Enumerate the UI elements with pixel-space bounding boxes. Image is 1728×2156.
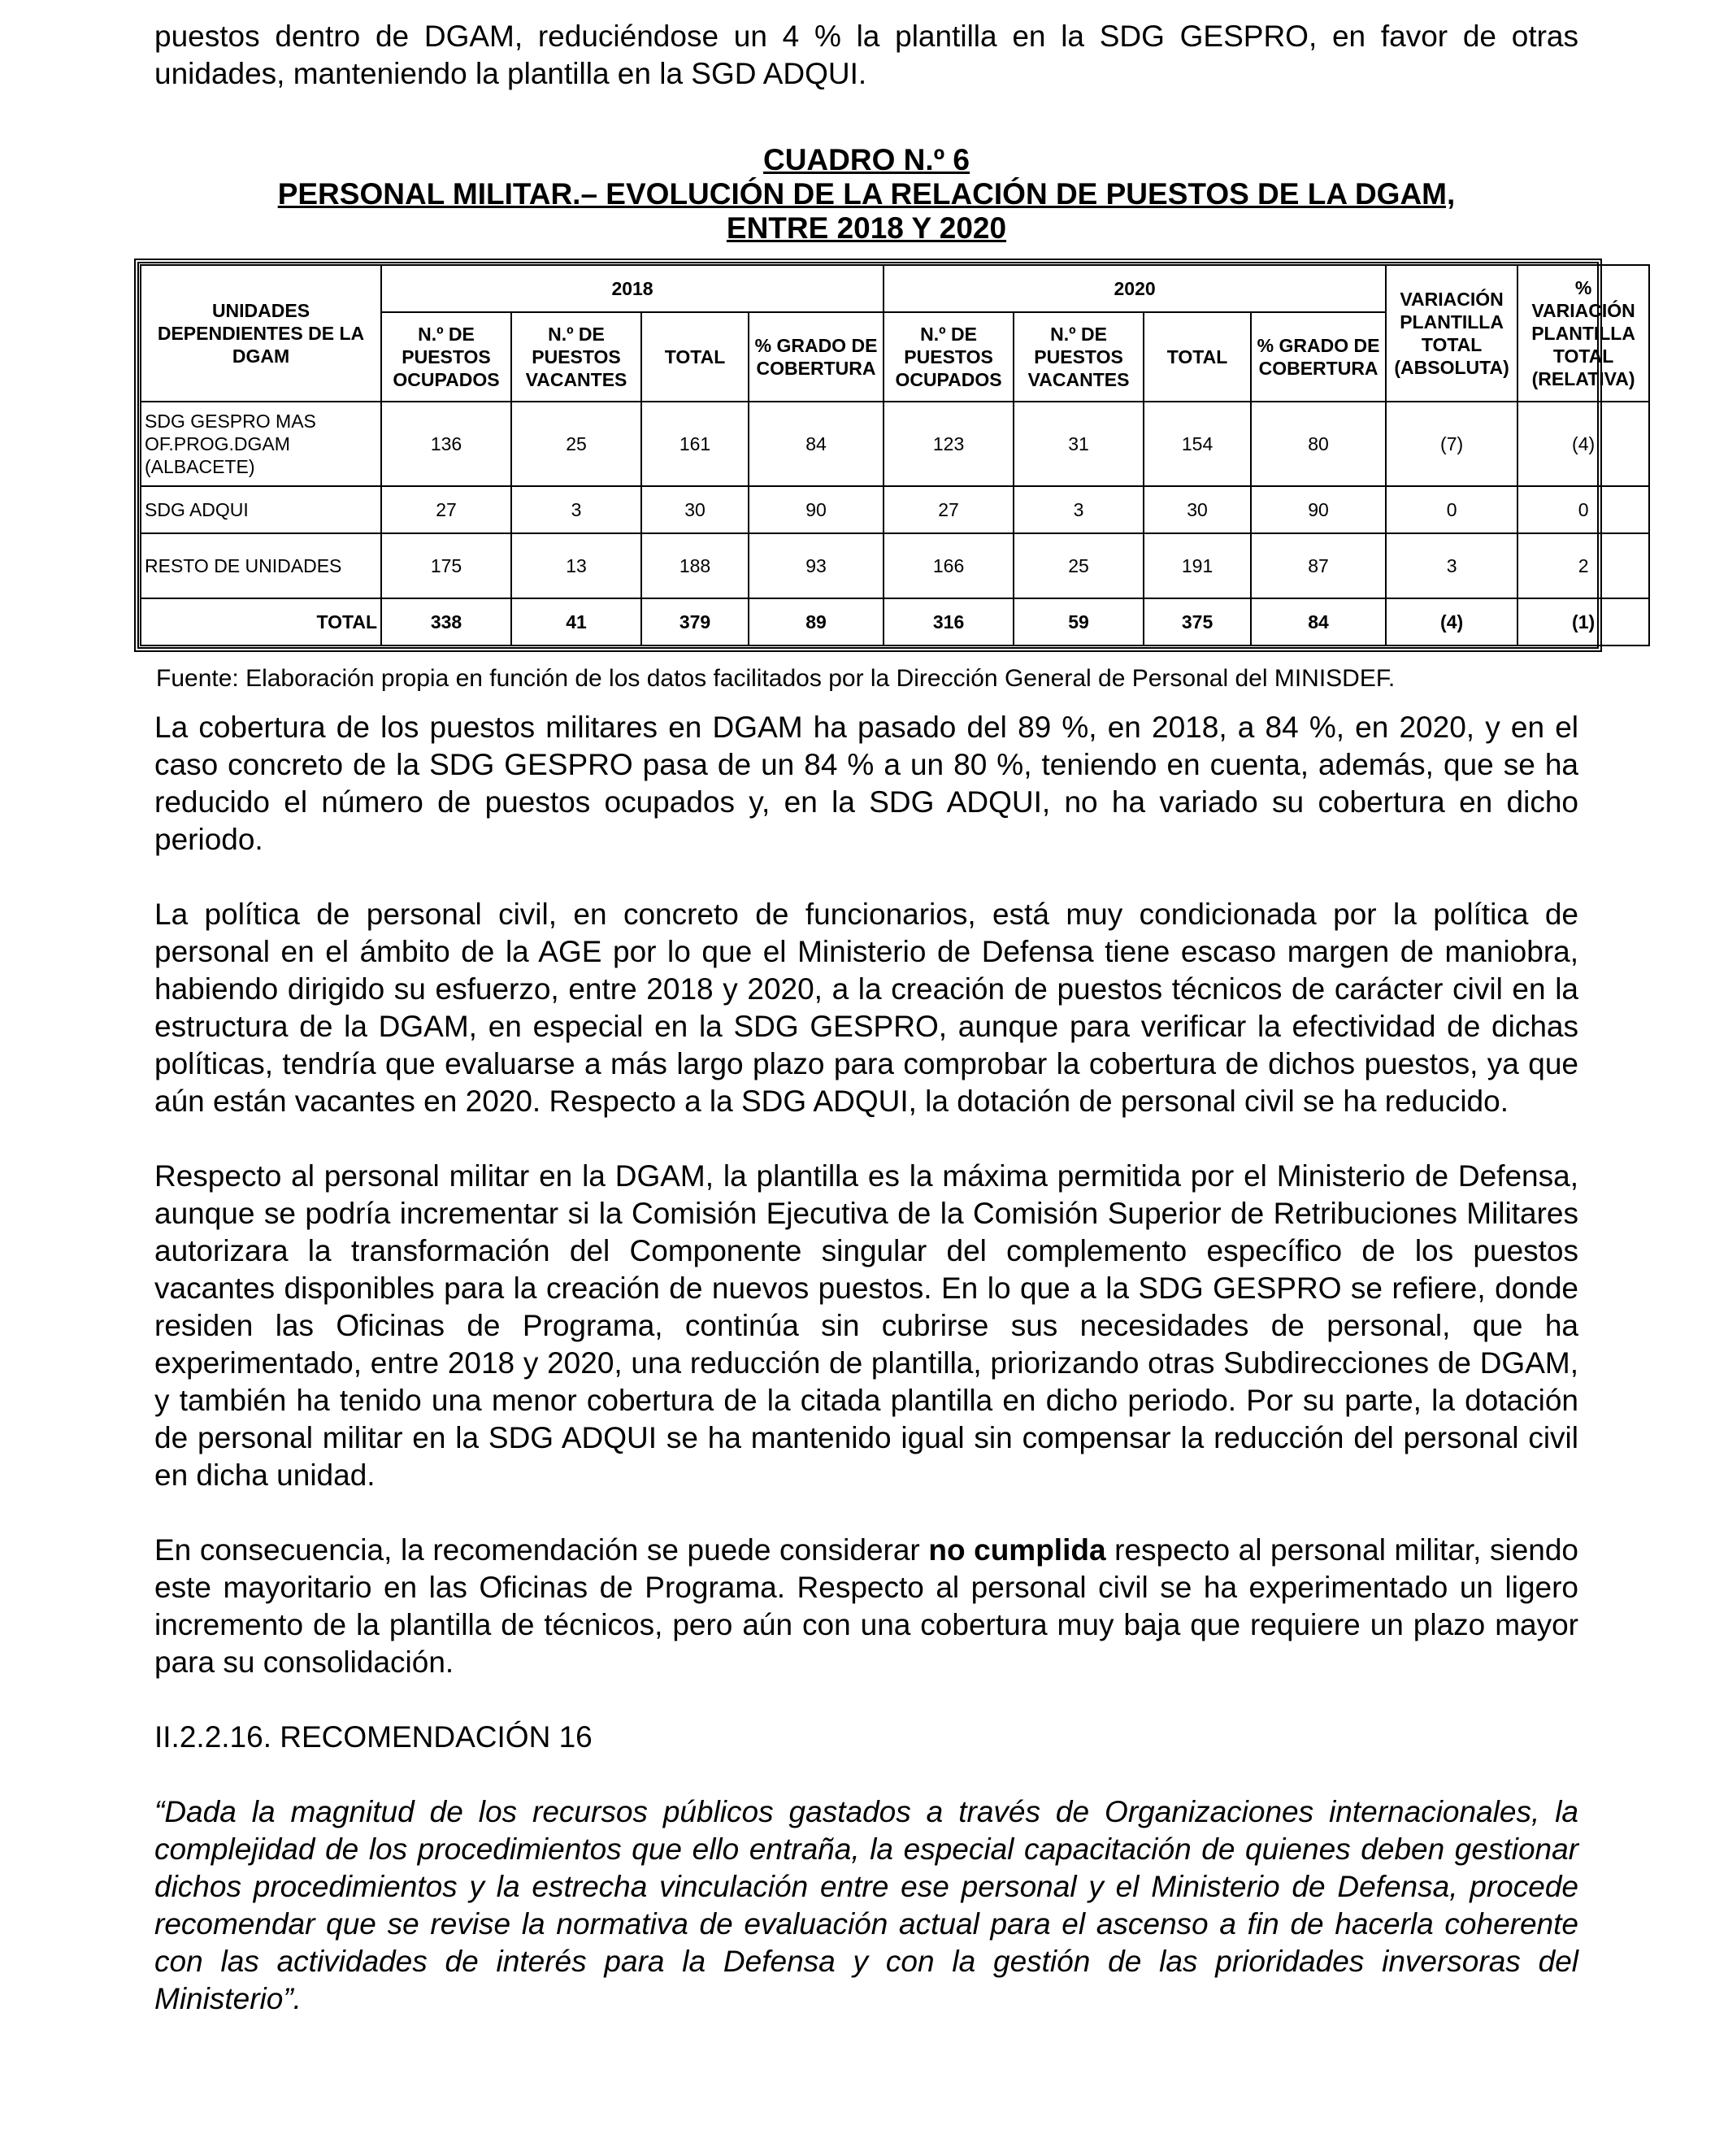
- total-cell: 338: [381, 598, 511, 645]
- table-title-line2: PERSONAL MILITAR.– EVOLUCIÓN DE LA RELACIÓN DE PUESTOS DE LA DGAM,: [277, 177, 1456, 211]
- table-cell: 161: [641, 402, 749, 486]
- table-cell: 175: [381, 533, 511, 598]
- table-cell: 191: [1144, 533, 1251, 598]
- total-cell: 84: [1251, 598, 1386, 645]
- header-total-2018: TOTAL: [641, 312, 749, 402]
- paragraph-civil-policy: La política de personal civil, en concreto de funcionarios, está muy condicionada por la política de personal en el ámbito de la AGE por lo que el Ministerio de Defensa tiene escaso margen de maniobra, habiendo dirigido su esfuerzo, entre 2018 y 2020, a la creación de puestos técnicos de carácter civil en la estructura de la DGAM, en especial en la SDG GESPRO, aunque para verificar la efectividad de dichas políticas, tendría que evaluarse a más largo plazo para comprobar la cobertura de dichos puestos, ya que aún están vacantes en 2020. Respecto a la SDG ADQUI, la dotación de personal civil se ha reducido.: [154, 898, 1578, 1118]
- table-cell: 30: [1144, 486, 1251, 533]
- header-total-2020: TOTAL: [1144, 312, 1251, 402]
- table-cell: 80: [1251, 402, 1386, 486]
- total-cell: 59: [1014, 598, 1144, 645]
- table-row: [141, 486, 1649, 533]
- conclusion-text-before: En consecuencia, la recomendación se puede considerar: [154, 1533, 929, 1567]
- header-vacantes-2020: N.º DE PUESTOS VACANTES: [1014, 312, 1144, 402]
- table-title-line1: CUADRO N.º 6: [762, 143, 970, 176]
- header-ocupados-2018: N.º DE PUESTOS OCUPADOS: [381, 312, 511, 402]
- header-ocupados-2020: N.º DE PUESTOS OCUPADOS: [884, 312, 1014, 402]
- table-cell: (4): [1517, 402, 1649, 486]
- table-cell: 84: [749, 402, 884, 486]
- table-cell: (7): [1386, 402, 1517, 486]
- table-cell: 2: [1517, 533, 1649, 598]
- table-cell: 27: [884, 486, 1014, 533]
- table-header-row-1: [141, 265, 1649, 312]
- table-cell: 3: [511, 486, 641, 533]
- table-cell: 0: [1517, 486, 1649, 533]
- intro-paragraph: puestos dentro de DGAM, reduciéndose un 4 % la plantilla en la SDG GESPRO, en favor de otras unidades, manteniendo la plantilla en la SGD ADQUI.: [154, 20, 1578, 90]
- staffing-table: [140, 264, 1650, 646]
- header-variacion-absoluta: VARIACIÓN PLANTILLA TOTAL (ABSOLUTA): [1386, 265, 1517, 402]
- conclusion-text-after: respecto al personal militar, siendo este mayoritario en las Oficinas de Programa. Respecto al personal civil se ha experimentado un ligero incremento de la plantilla de técnicos, pero aún con una cobertura muy baja que requiere un plazo mayor para su consolidación.: [154, 1533, 1578, 1679]
- row-label: SDG GESPRO MAS OF.PROG.DGAM (ALBACETE): [141, 402, 381, 486]
- total-cell: 379: [641, 598, 749, 645]
- table-cell: 3: [1014, 486, 1144, 533]
- paragraph-military-staff: Respecto al personal militar en la DGAM, la plantilla es la máxima permitida por el Ministerio de Defensa, aunque se podría incrementar si la Comisión Ejecutiva de la Comisión Superior de Retribuciones Militares autorizara la transformación del Componente singular del complemento específico de los puestos vacantes disponibles para la creación de nuevos puestos. En lo que a la SDG GESPRO se refiere, donde residen las Oficinas de Programa, continúa sin cubrirse sus necesidades de personal, que ha experimentado, entre 2018 y 2020, una reducción de plantilla, priorizando otras Subdirecciones de DGAM, y también ha tenido una menor cobertura de la citada plantilla en dicho periodo. Por su parte, la dotación de personal militar en la SDG ADQUI se ha mantenido igual sin compensar la reducción del personal civil en dicha unidad.: [154, 1159, 1578, 1492]
- table-cell: 13: [511, 533, 641, 598]
- total-label: TOTAL: [141, 598, 381, 645]
- conclusion-verdict: no cumplida: [928, 1533, 1106, 1567]
- table-row: [141, 533, 1649, 598]
- table-cell: 90: [1251, 486, 1386, 533]
- table-cell: 30: [641, 486, 749, 533]
- table-cell: 3: [1386, 533, 1517, 598]
- total-cell: 316: [884, 598, 1014, 645]
- table-row: [141, 402, 1649, 486]
- table-cell: 87: [1251, 533, 1386, 598]
- header-vacantes-2018: N.º DE PUESTOS VACANTES: [511, 312, 641, 402]
- header-unidades: UNIDADES DEPENDIENTES DE LA DGAM: [141, 265, 381, 402]
- staffing-table-frame: [134, 259, 1635, 652]
- table-cell: 93: [749, 533, 884, 598]
- recommendation-quote: “Dada la magnitud de los recursos públicos gastados a través de Organizaciones internacionales, la complejidad de los procedimientos que ello entraña, la especial capacitación de quienes deben gestionar dichos procedimientos y la estrecha vinculación entre ese personal y el Ministerio de Defensa, procede recomendar que se revise la normativa de evaluación actual para el ascenso a fin de hacerla coherente con las actividades de interés para la Defensa y con la gestión de las prioridades inversoras del Ministerio”.: [154, 1795, 1578, 2015]
- table-cell: 25: [1014, 533, 1144, 598]
- table-title-line3: ENTRE 2018 Y 2020: [726, 211, 1007, 245]
- table-cell: 0: [1386, 486, 1517, 533]
- row-label: RESTO DE UNIDADES: [141, 533, 381, 598]
- table-cell: 25: [511, 402, 641, 486]
- paragraph-conclusion: [154, 1532, 1578, 1681]
- header-cobertura-2018: % GRADO DE COBERTURA: [749, 312, 884, 402]
- table-source-note: Fuente: Elaboración propia en función de los datos facilitados por la Dirección General de Personal del MINISDEF.: [156, 665, 1396, 692]
- total-cell: 89: [749, 598, 884, 645]
- table-cell: 31: [1014, 402, 1144, 486]
- table-cell: 123: [884, 402, 1014, 486]
- total-cell: 375: [1144, 598, 1251, 645]
- row-label: SDG ADQUI: [141, 486, 381, 533]
- table-cell: 188: [641, 533, 749, 598]
- table-cell: 136: [381, 402, 511, 486]
- table-cell: 154: [1144, 402, 1251, 486]
- table-total-row: [141, 598, 1649, 645]
- section-heading: II.2.2.16. RECOMENDACIÓN 16: [154, 1720, 593, 1754]
- header-cobertura-2020: % GRADO DE COBERTURA: [1251, 312, 1386, 402]
- total-cell: 41: [511, 598, 641, 645]
- table-cell: 166: [884, 533, 1014, 598]
- table-cell: 27: [381, 486, 511, 533]
- document-page: [145, 18, 1635, 2018]
- total-cell: (4): [1386, 598, 1517, 645]
- header-variacion-relativa: % VARIACIÓN PLANTILLA TOTAL (RELATIVA): [1517, 265, 1649, 402]
- header-year-2020: 2020: [884, 265, 1386, 312]
- paragraph-coverage: La cobertura de los puestos militares en DGAM ha pasado del 89 %, en 2018, a 84 %, en 2020, y en el caso concreto de la SDG GESPRO pasa de un 84 % a un 80 %, teniendo en cuenta, además, que se ha reducido el número de puestos ocupados y, en la SDG ADQUI, no ha variado su cobertura en dicho periodo.: [154, 711, 1578, 856]
- table-cell: 90: [749, 486, 884, 533]
- total-cell: (1): [1517, 598, 1649, 645]
- header-year-2018: 2018: [381, 265, 884, 312]
